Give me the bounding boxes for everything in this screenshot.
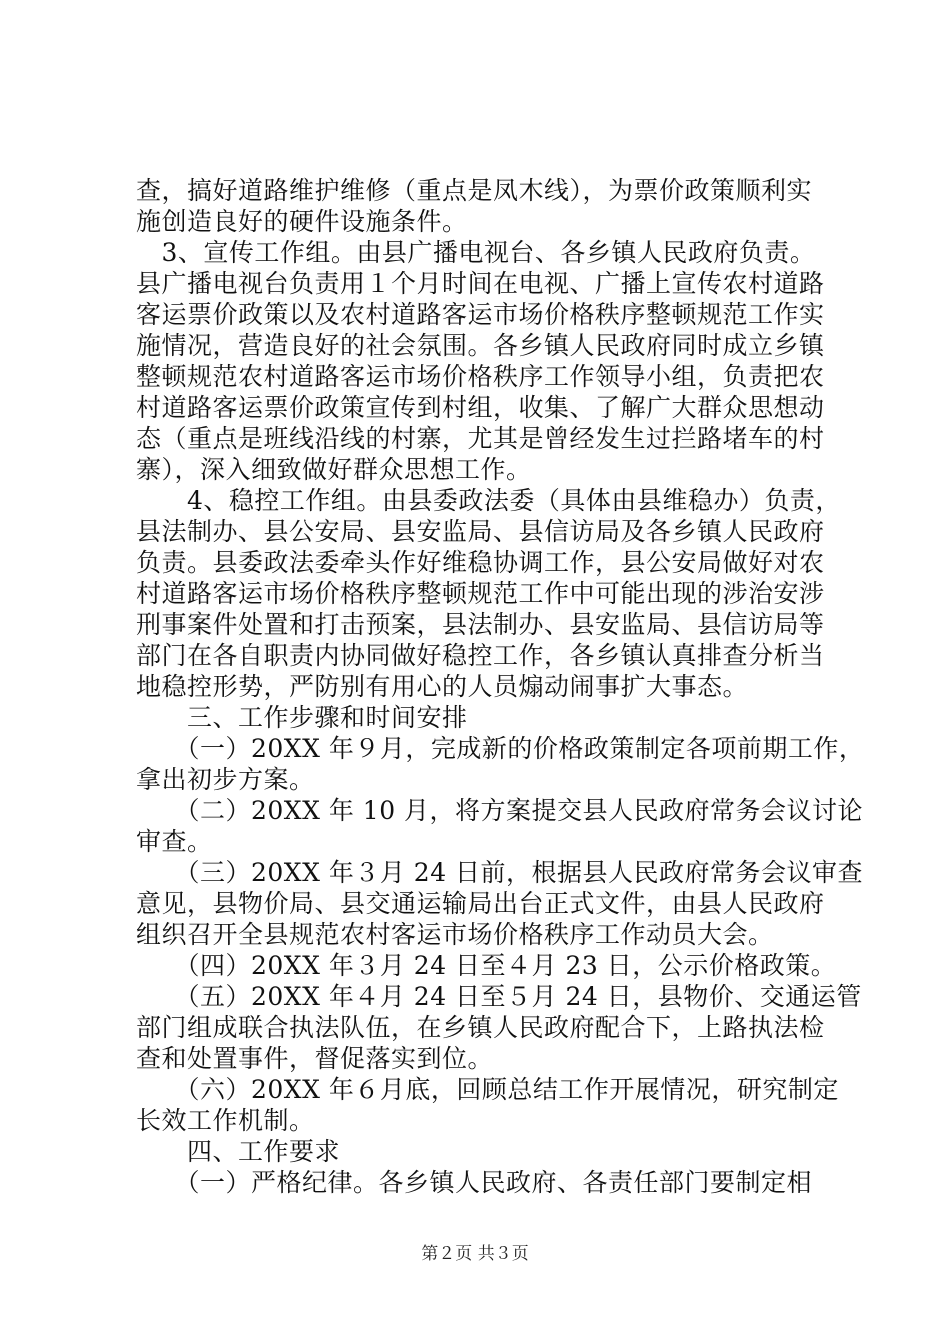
body-line: 部门在各自职责内协同做好稳控工作，各乡镇认真排查分析当 [136, 641, 825, 670]
body-line: 地稳控形势，严防别有用心的人员煽动闹事扩大事态。 [136, 672, 749, 701]
body-line: 村道路客运市场价格秩序整顿规范工作中可能出现的涉治安涉 [136, 579, 825, 608]
body-line: 寨），深入细致做好群众思想工作。 [136, 455, 532, 484]
body-line: 客运票价政策以及农村道路客运市场价格秩序整顿规范工作实 [136, 300, 825, 329]
body-line: 负责。县委政法委牵头作好维稳协调工作，县公安局做好对农 [136, 548, 825, 577]
body-line: 查，搞好道路维护维修（重点是凤木线），为票价政策顺利实 [136, 176, 813, 205]
body-line: （二）20XX 年 10 月，将方案提交县人民政府常务会议讨论 [136, 796, 864, 825]
body-line: 县广播电视台负责用１个月时间在电视、广播上宣传农村道路 [136, 269, 825, 298]
body-line: 态（重点是班线沿线的村寨，尤其是曾经发生过拦路堵车的村 [136, 424, 825, 453]
body-line: （四）20XX 年３月 24 日至４月 23 日，公示价格政策。 [136, 951, 837, 980]
body-line: （一）严格纪律。各乡镇人民政府、各责任部门要制定相 [136, 1168, 813, 1197]
body-line: 拿出初步方案。 [136, 765, 315, 794]
body-line: 施创造良好的硬件设施条件。 [136, 207, 468, 236]
body-line: 组织召开全县规范农村客运市场价格秩序工作动员大会。 [136, 920, 774, 949]
body-line: 村道路客运票价政策宣传到村组，收集、了解广大群众思想动 [136, 393, 825, 422]
body-line: （六）20XX 年６月底，回顾总结工作开展情况，研究制定 [136, 1075, 839, 1104]
body-line: 县法制办、县公安局、县安监局、县信访局及各乡镇人民政府 [136, 517, 825, 546]
body-line: 刑事案件处置和打击预案，县法制办、县安监局、县信访局等 [136, 610, 825, 639]
body-line: 部门组成联合执法队伍，在乡镇人民政府配合下，上路执法检 [136, 1013, 825, 1042]
body-line: 意见，县物价局、县交通运输局出台正式文件，由县人民政府 [136, 889, 825, 918]
body-line: （三）20XX 年３月 24 日前，根据县人民政府常务会议审查 [136, 858, 864, 887]
page-number-footer: 第２页 共３页 [421, 1244, 529, 1264]
body-line: 施情况，营造良好的社会氛围。各乡镇人民政府同时成立乡镇 [136, 331, 825, 360]
body-line: 3、宣传工作组。由县广播电视台、各乡镇人民政府负责。 [136, 238, 816, 267]
section-heading: 四、工作要求 [136, 1137, 341, 1166]
body-line: 审查。 [136, 827, 213, 856]
body-line: 长效工作机制。 [136, 1106, 315, 1135]
body-line: 查和处置事件，督促落实到位。 [136, 1044, 494, 1073]
body-line: （五）20XX 年４月 24 日至５月 24 日，县物价、交通运管 [136, 982, 862, 1011]
body-line: 整顿规范农村道路客运市场价格秩序工作领导小组，负责把农 [136, 362, 825, 391]
section-heading: 三、工作步骤和时间安排 [136, 703, 468, 732]
body-line: （一）20XX 年９月，完成新的价格政策制定各项前期工作， [136, 734, 865, 763]
body-line: 4、稳控工作组。由县委政法委（具体由县维稳办）负责， [136, 486, 841, 515]
